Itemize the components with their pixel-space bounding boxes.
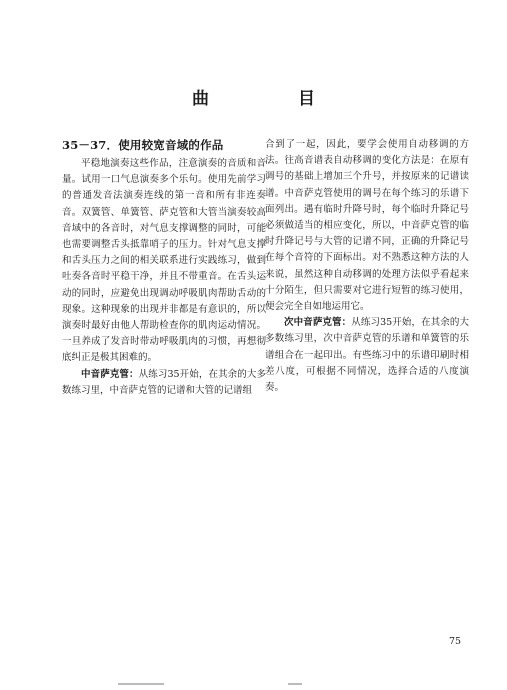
alto-sax-label: 中音萨克管： — [81, 368, 139, 380]
scan-artifact — [288, 683, 302, 685]
alto-sax-paragraph — [62, 367, 266, 399]
alto-sax-text: 从练习35开始，在其余的大多数练习里，中音萨克管的记谱和大管的记谱组 — [62, 368, 266, 396]
tenor-sax-text: 从练习35开始，在其余的大多数练习里，次中音萨克管的乐谱和单簧管的乐谱组合在一起印出。有些练习中的乐谱印刷时相差八度，可根据不同情况，选择合适的八度演奏。 — [265, 317, 469, 394]
intro-paragraph: 平稳地演奏这些作品，注意演奏的音质和音量。试用一口气息演奏多个乐句。使用先前学习的普通发音法演奏连线的第一音和所有非连奏音。双簧管、单簧管、萨克管和大管当演奏较高音域中的各音时，对气息支撑调整的同时，可能也需要调整舌头抵靠哨子的压力。针对气息支撑和舌头压力之间的相关联系进行实践练习，做到吐奏各音时平稳干净，并且不带重音。在舌头运动的同时，应避免出现调动呼吸肌肉帮助舌动的现象。这种现象的出现并非都是有意识的，所以演奏时最好由他人帮助检查你的肌肉运动情况。一旦养成了发音时带动呼吸肌肉的习惯，再想彻底纠正是极其困难的。 — [62, 158, 266, 364]
transposition-paragraph: 合到了一起，因此，要学会使用自动移调的方法。往高音谱表自动移调的变化方法是：在原有调号的基础上增加三个升号，并按原来的记谱读谱。中音萨克管使用的调号在每个练习的乐谱下面列出。遇有临时升降号时，每个临时升降记号必须做适当的相应变化，所以，中音萨克管的临时升降记号与大管的记谱不同，正确的升降记号在每个音符的下面标出。对不熟悉这种方法的人来说，虽然这种自动移调的处理方法似乎看起来十分陌生，但只需要对它进行短暂的练习使用，便会完全自如地运用它。 — [265, 139, 469, 313]
page-number: 75 — [449, 636, 462, 647]
scan-artifact — [118, 683, 164, 685]
right-column — [265, 137, 469, 396]
tenor-sax-paragraph — [265, 315, 469, 396]
section-heading: 35－37．使用较宽音域的作品 — [62, 138, 224, 152]
page-title: 曲 目 — [192, 89, 351, 109]
left-column — [62, 136, 266, 399]
tenor-sax-label: 次中音萨克管： — [284, 317, 352, 329]
